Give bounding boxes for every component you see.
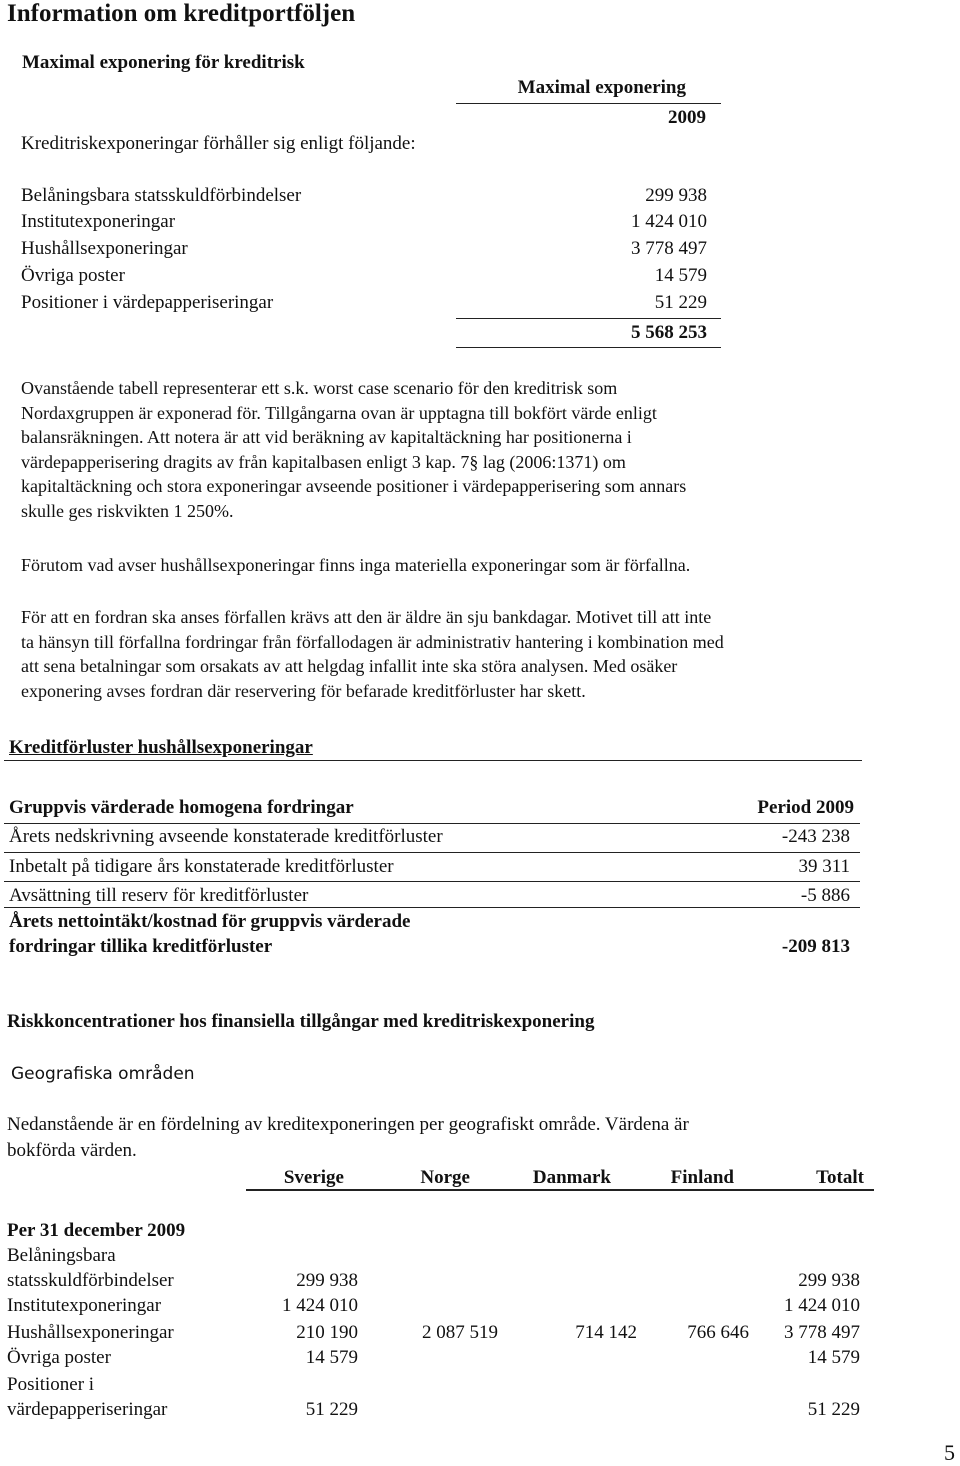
exposure-row-label: Hushållsexponeringar <box>21 238 188 259</box>
risk-cell-totalt: 51 229 <box>807 1399 860 1420</box>
row-rule <box>4 907 860 908</box>
exposure-row-label: Institutexponeringar <box>21 211 176 232</box>
risk-row-label: värdepapperiseringar <box>7 1399 168 1420</box>
risk-cell-sverige: 51 229 <box>305 1399 358 1420</box>
paragraph-line: ta hänsyn till förfallna fordringar från förfallodagen är administrativ hantering i kombination med <box>21 631 724 652</box>
page-title: Information om kreditportföljen <box>7 0 356 27</box>
risk-cell-totalt: 3 778 497 <box>784 1322 860 1343</box>
credit-losses-period: Period 2009 <box>757 797 854 818</box>
risk-cell-sverige: 14 579 <box>305 1347 358 1368</box>
credit-loss-total-value: -209 813 <box>781 936 850 957</box>
paragraph-line: Ovanstående tabell representerar ett s.k. worst case scenario för den kreditrisk som <box>21 378 618 398</box>
risk-cell-sverige: 210 190 <box>296 1322 358 1343</box>
risk-row-label: Hushållsexponeringar <box>7 1322 174 1343</box>
exposure-row-label: Belåningsbara statsskuldförbindelser <box>21 185 302 206</box>
exposure-row-label: Övriga poster <box>21 265 125 286</box>
risk-cell-totalt: 14 579 <box>807 1347 860 1368</box>
header-rule <box>456 103 721 104</box>
exposure-intro: Kreditriskexponeringar förhåller sig enligt följande: <box>21 133 416 154</box>
total-rule-top <box>456 318 721 319</box>
risk-intro: bokförda värden. <box>7 1140 137 1161</box>
risk-subheading: Geografiska områden <box>11 1064 195 1084</box>
paragraph-line: balansräkningen. Att notera är att vid beräkning av kapitaltäckning har positionerna i <box>21 427 632 448</box>
risk-row-label: Övriga poster <box>7 1347 111 1368</box>
risk-row-label: Belåningsbara <box>7 1245 116 1266</box>
risk-row-label: Positioner i <box>7 1374 95 1395</box>
credit-losses-table-title: Gruppvis värderade homogena fordringar <box>9 797 354 818</box>
row-rule <box>4 881 860 882</box>
credit-losses-heading: Kreditförluster hushållsexponeringar <box>9 737 313 758</box>
col-header-sverige: Sverige <box>283 1167 344 1188</box>
paragraph-past-due: Förutom vad avser hushållsexponeringar finns inga materiella exponeringar som är förfallna. <box>21 555 691 575</box>
risk-cell-sverige: 1 424 010 <box>282 1295 358 1316</box>
risk-cell-norge: 2 087 519 <box>422 1322 498 1343</box>
paragraph-worst-case <box>21 376 686 524</box>
risk-row-label: statsskuldförbindelser <box>7 1270 174 1291</box>
paragraph-line: För att en fordran ska anses förfallen krävs att den är äldre än sju bankdagar. Motivet till att inte <box>21 607 712 627</box>
paragraph-line: skulle ges riskvikten 1 250%. <box>21 500 234 521</box>
total-rule-bottom <box>456 347 721 348</box>
risk-period: Per 31 december 2009 <box>7 1220 186 1241</box>
risk-cell-danmark: 714 142 <box>575 1322 637 1343</box>
paragraph-definition <box>21 605 724 703</box>
col-header-finland: Finland <box>670 1167 734 1188</box>
exposure-row-value: 3 778 497 <box>631 238 707 259</box>
paragraph-line: att sena betalningar som orsakats av att helgdag infallit inte ska störa analysen. Med osäker <box>21 656 678 677</box>
credit-loss-total-label: fordringar tillika kreditförluster <box>9 936 273 957</box>
risk-intro: Nedanstående är en fördelning av kreditexponeringen per geografiskt område. Värdena är <box>7 1114 689 1135</box>
row-rule <box>4 823 860 824</box>
exposure-row-value: 1 424 010 <box>631 211 707 232</box>
credit-loss-row-value: -5 886 <box>800 885 850 906</box>
page-number: 5 <box>944 1440 955 1465</box>
section-rule <box>4 760 862 761</box>
credit-loss-row-label: Avsättning till reserv för kreditförluster <box>9 885 309 906</box>
row-rule <box>4 852 860 853</box>
credit-loss-total-label: Årets nettointäkt/kostnad för gruppvis värderade <box>9 911 411 932</box>
risk-cell-sverige: 299 938 <box>296 1270 358 1291</box>
risk-cell-totalt: 299 938 <box>798 1270 860 1291</box>
exposure-col-header: Maximal exponering <box>517 77 686 98</box>
credit-loss-row-label: Inbetalt på tidigare års konstaterade kreditförluster <box>9 856 394 877</box>
risk-cell-totalt: 1 424 010 <box>784 1295 860 1316</box>
exposure-row-label: Positioner i värdepapperiseringar <box>21 292 274 313</box>
credit-loss-row-value: 39 311 <box>798 856 850 877</box>
section-title-max-exposure: Maximal exponering för kreditrisk <box>22 52 305 73</box>
col-header-norge: Norge <box>420 1167 470 1188</box>
exposure-year: 2009 <box>668 107 706 128</box>
risk-cell-finland: 766 646 <box>687 1322 749 1343</box>
exposure-row-value: 299 938 <box>645 185 707 206</box>
col-header-danmark: Danmark <box>532 1167 611 1188</box>
risk-heading: Riskkoncentrationer hos finansiella tillgångar med kreditriskexponering <box>7 1011 595 1032</box>
col-header-rule <box>246 1189 874 1191</box>
credit-loss-row-value: -243 238 <box>781 826 850 847</box>
credit-loss-row-label: Årets nedskrivning avseende konstaterade kreditförluster <box>9 826 443 847</box>
paragraph-line: värdepapperisering dragits av från kapitalbasen enligt 3 kap. 7§ lag (2006:1371) om <box>21 451 626 472</box>
col-header-totalt: Totalt <box>816 1167 864 1188</box>
risk-row-label: Institutexponeringar <box>7 1295 162 1316</box>
exposure-row-value: 51 229 <box>654 292 707 313</box>
exposure-total: 5 568 253 <box>631 322 707 343</box>
exposure-row-value: 14 579 <box>654 265 707 286</box>
paragraph-line: kapitaltäckning och stora exponeringar avseende positioner i värdepapperisering som annars <box>21 476 687 497</box>
paragraph-line: exponering avses fordran där reservering för befarade kreditförluster har skett. <box>21 680 586 701</box>
paragraph-line: Nordaxgruppen är exponerad för. Tillgångarna ovan är upptagna till bokfört värde enligt <box>21 402 657 423</box>
